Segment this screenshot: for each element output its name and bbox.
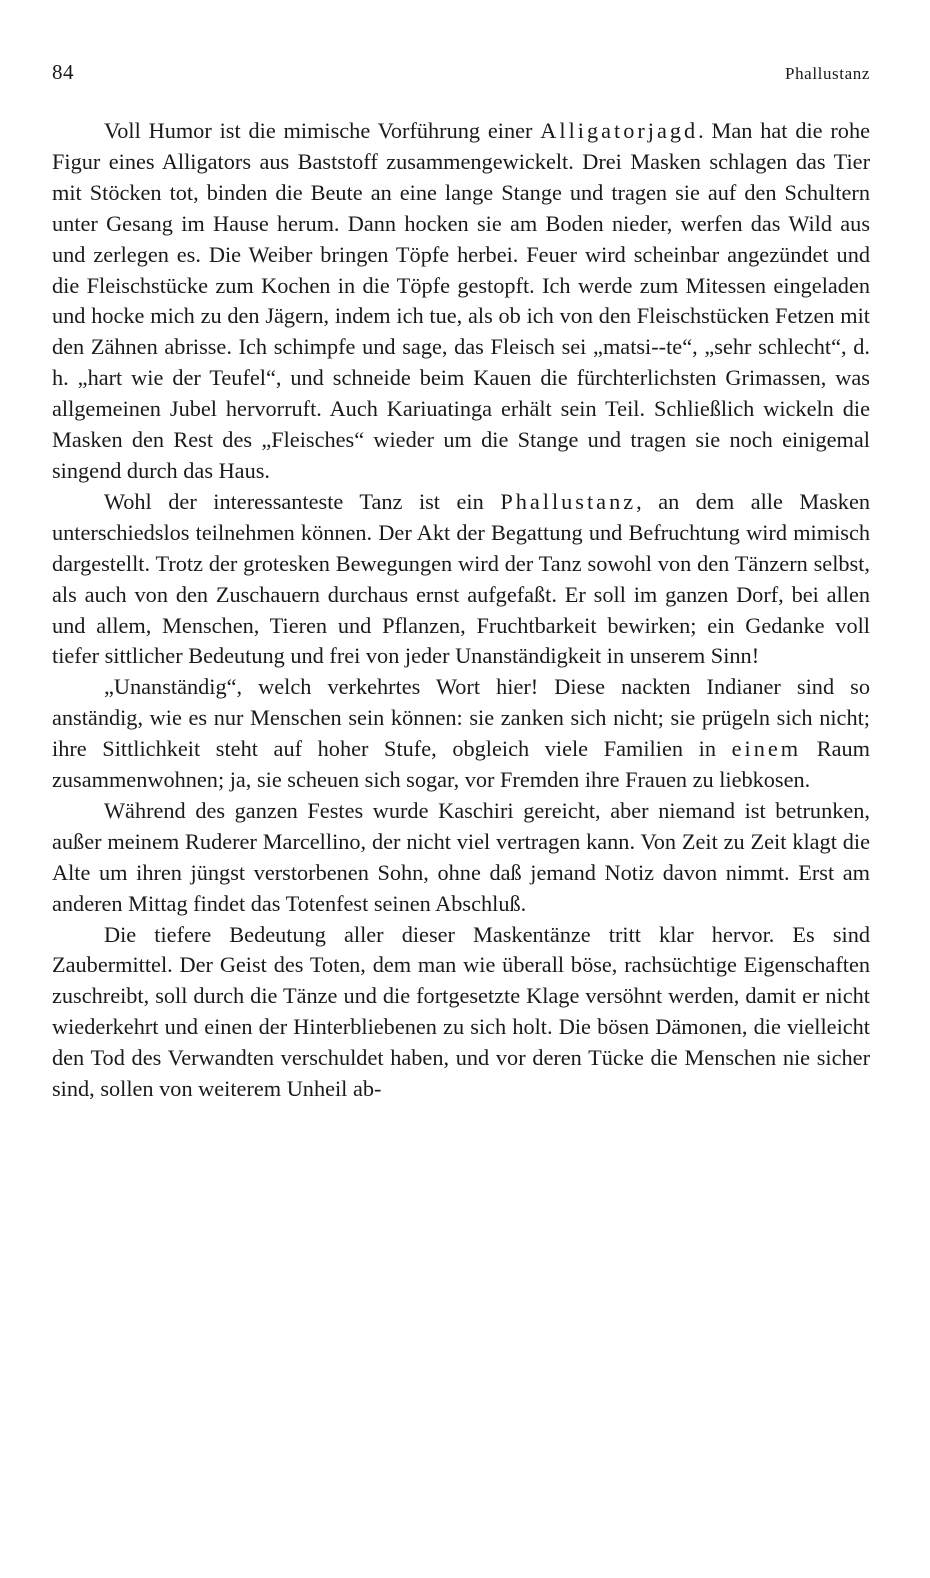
page-number: 84 <box>52 60 74 84</box>
paragraph-text: , an dem alle Masken unterschiedslos teilnehmen können. Der Akt der Begattung und Befruchtung wird mimisch dargestellt. Trotz der grotesken Bewegungen wird der Tanz sowohl von den Tänzern selbst, als auch von den Zuschauern durchaus ernst aufgefaßt. Er soll im ganzen Dorf, bei allen und allem, Menschen, Tieren und Pflanzen, Fruchtbarkeit bewirken; ein Gedanke voll tiefer sittlicher Bedeutung und frei von jeder Unanständigkeit in unserem Sinn! <box>52 488 870 669</box>
paragraph-kaschiri <box>52 796 870 920</box>
paragraph-text: . Man hat die rohe Figur eines Alligators aus Baststoff zusammengewickelt. Drei Masken schlagen das Tier mit Stöcken tot, binden die Beute an eine lange Stange und tragen sie auf den Schultern unter Gesang im Hause herum. Dann hocken sie am Boden nieder, werfen das Wild aus und zerlegen es. Die Weiber bringen Töpfe herbei. Feuer wird scheinbar angezündet und die Fleischstücke zum Kochen in die Töpfe gestopft. Ich werde zum Mitessen eingeladen und hocke mich zu den Jägern, indem ich tue, als ob ich von den Fleischstücken Fetzen mit den Zähnen abrisse. Ich schimpfe und sage, das Fleisch sei „matsi--te“, „sehr schlecht“, d. h. „hart wie der Teufel“, und schneide beim Kauen die fürchterlichsten Grimassen, was allgemeinen Jubel hervorruft. Auch Kariuatinga erhält sein Teil. Schließlich wickeln die Masken den Rest des „Fleisches“ wieder um die Stange und tragen sie noch einigemal singend durch das Haus. <box>52 118 870 483</box>
paragraph-text: Raum zusammenwohnen; ja, sie scheuen sich sogar, vor Fremden ihre Frauen zu liebkosen. <box>52 736 870 793</box>
paragraph-meaning <box>52 920 870 1105</box>
body-text <box>52 116 870 1105</box>
paragraph-text: Während des ganzen Festes wurde Kaschiri gereicht, aber niemand ist betrunken, außer meinem Ruderer Marcellino, der nicht viel vertragen kann. Von Zeit zu Zeit klagt die Alte um ihren jüngst verstorbenen Sohn, ohne daß jemand Notiz davon nimmt. Erst am anderen Mittag findet das Totenfest seinen Abschluß. <box>52 797 870 916</box>
paragraph-text: „Unanständig“, welch verkehrtes Wort hier! Diese nackten Indianer sind so anständig, wie es nur Menschen sein können: sie zanken sich nicht; sie prügeln sich nicht; ihre Sittlichkeit steht auf hoher Stufe, obgleich viele Familien in <box>52 674 870 762</box>
paragraph-text: Die tiefere Bedeutung aller dieser Maskentänze tritt klar hervor. Es sind Zaubermittel. Der Geist des Toten, dem man wie überall böse, rachsüchtige Eigenschaften zuschreibt, soll durch die Tänze und die fortgesetzte Klage versöhnt werden, damit er nicht wiederkehrt und einen der Hinterbliebenen zu sich holt. Die bösen Dämonen, die vielleicht den Tod des Verwandten verschuldet haben, und vor deren Tücke die Menschen nie sicher sind, sollen von weiterem Unheil ab- <box>52 921 870 1102</box>
emphasized-term-phallustanz: Phallustanz <box>500 488 637 514</box>
running-head <box>52 60 870 100</box>
paragraph-text: Wohl der interessanteste Tanz ist ein <box>104 488 501 514</box>
emphasized-term-einem: einem <box>731 736 802 762</box>
paragraph-decency <box>52 672 870 796</box>
paragraph-phallus-dance <box>52 487 870 672</box>
paragraph-alligator-hunt <box>52 116 870 487</box>
book-page <box>52 60 870 1105</box>
paragraph-text: Voll Humor ist die mimische Vorführung einer <box>104 118 541 143</box>
running-title: Phallustanz <box>785 64 870 83</box>
emphasized-term-alligatorjagd: Alligatorjagd <box>540 118 699 143</box>
